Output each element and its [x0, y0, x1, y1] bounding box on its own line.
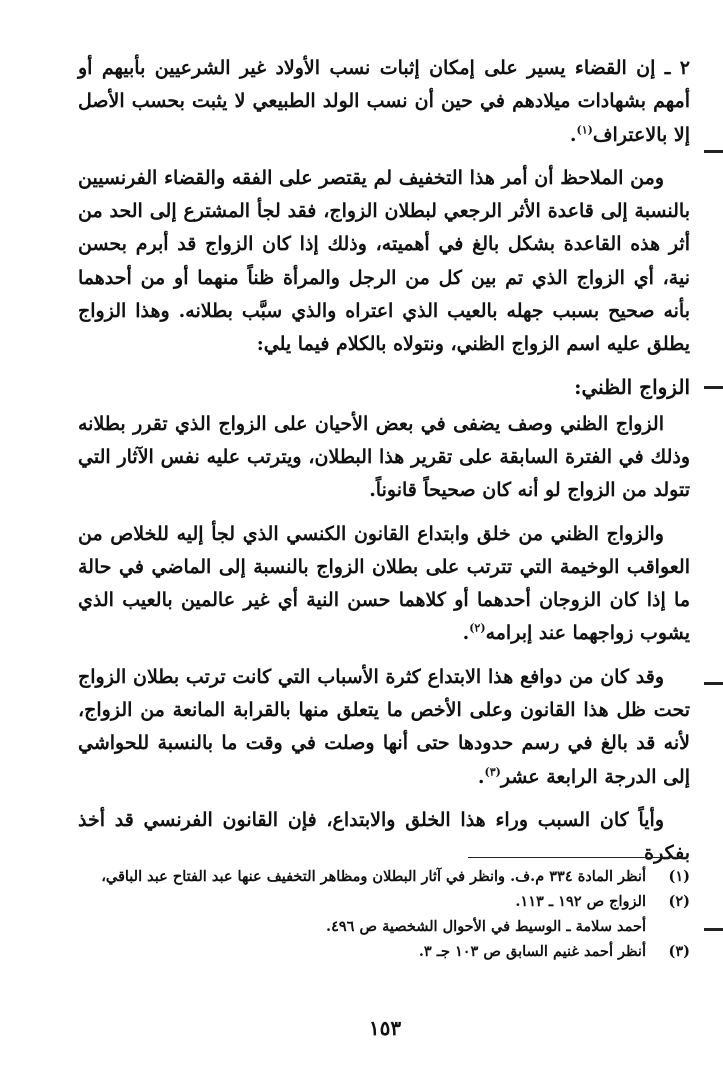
footnote-text: أنظر المادة ٣٣٤ م.ف. وانظر في آثار البطلان ومظاهر التخفيف عنها عبد الفتاح عبد الباقي،	[101, 868, 646, 885]
footnote-number: (١)	[668, 868, 690, 885]
footnote-number: (٣)	[668, 943, 690, 960]
page-number: ١٥٣	[368, 1016, 402, 1040]
footnote-2-continuation	[80, 914, 690, 939]
section-heading: الزواج الظني:	[574, 374, 690, 399]
scan-edge-mark	[704, 682, 723, 685]
scan-edge-mark	[704, 928, 723, 931]
scan-edge-mark	[704, 150, 723, 153]
footnote-ref-3[interactable]: (٣)	[484, 765, 501, 779]
paragraph-5: وأياً كان السبب وراء هذا الخلق والابتداع، فإن القانون الفرنسي قد أخذ بفكرة	[78, 808, 690, 865]
footnote-1	[80, 864, 690, 889]
footnote-2	[80, 889, 690, 914]
footnote-text: الزواج ص ١٩٢ ـ ١١٣.	[515, 893, 646, 910]
paragraph-2: الزواج الظني وصف يضفى في بعض الأحيان على الزواج الذي تقرر بطلانه وذلك في الفترة السابقة على تقرير هذا البطلان، ويترتب عليه نفس الآثار التي تتولد من الزواج لو أنه كان صحيحاً قانوناً.	[78, 412, 690, 502]
scan-edge-mark	[704, 386, 723, 389]
footnote-3	[80, 939, 690, 964]
footnotes	[80, 864, 690, 964]
footnote-number: (٢)	[668, 893, 690, 910]
paragraph-3: والزواج الظني من خلق وابتداع القانون الكنسي الذي لجأ إليه للخلاص من العواقب الوخيمة التي تترتب على بطلان الزواج بالنسبة إلى الماضي في حالة ما إذا كان الزوجان أحدهما أو كلاهما حسن النية أي غير عالمين بالعيب الذي يشوب زواجهما عند إبرامه$^{(٢)}$.	[78, 522, 690, 645]
footnote-ref-1[interactable]: (١)	[576, 123, 593, 137]
page-body	[78, 52, 690, 881]
footnote-separator	[468, 857, 688, 858]
paragraph-1: ومن الملاحظ أن أمر هذا التخفيف لم يقتصر على الفقه والقضاء الفرنسيين بالنسبة إلى قاعدة الأثر الرجعي لبطلان الزواج، فقد لجأ المشترع إلى الحد من أثر هذه القاعدة بشكل بالغ في أهميته، وذلك إذا كان الزواج قد أبرم بحسن نية، أي الزواج الذي تم بين كل من الرجل والمرأة ظناً منهما أو من أحدهما بأنه صحيح بسبب جهله بالعيب الذي اعتراه والذي سبَّب بطلانه. وهذا الزواج يطلق عليه اسم الزواج الظني، ونتولاه بالكلام فيما يلي:	[78, 166, 690, 356]
footnote-ref-2[interactable]: (٢)	[469, 622, 486, 636]
footnote-text: أنظر أحمد غنيم السابق ص ١٠٣ جـ ٣.	[418, 943, 646, 960]
paragraph-item-2: ٢ ـ إن القضاء يسير على إمكان إثبات نسب الأولاد غير الشرعيين بأبيهم أو أمهم بشهادات ميلادهم في حين أن نسب الولد الطبيعي لا يثبت بحسب الأصل إلا بالاعتراف$^{(١)}$.	[78, 57, 690, 146]
paragraph-4: وقد كان من دوافع هذا الابتداع كثرة الأسباب التي كانت ترتب بطلان الزواج تحت ظل هذا القانون وعلى الأخص ما يتعلق منها بالقرابة المانعة من الزواج، لأنه قد بالغ في رسم حدودها حتى أنها وصلت في وقت ما بالنسبة للحواشي إلى الدرجة الرابعة عشر$^{(٣)}$.	[78, 665, 690, 788]
footnote-text: أحمد سلامة ـ الوسيط في الأحوال الشخصية ص ٤٩٦.	[326, 918, 646, 935]
